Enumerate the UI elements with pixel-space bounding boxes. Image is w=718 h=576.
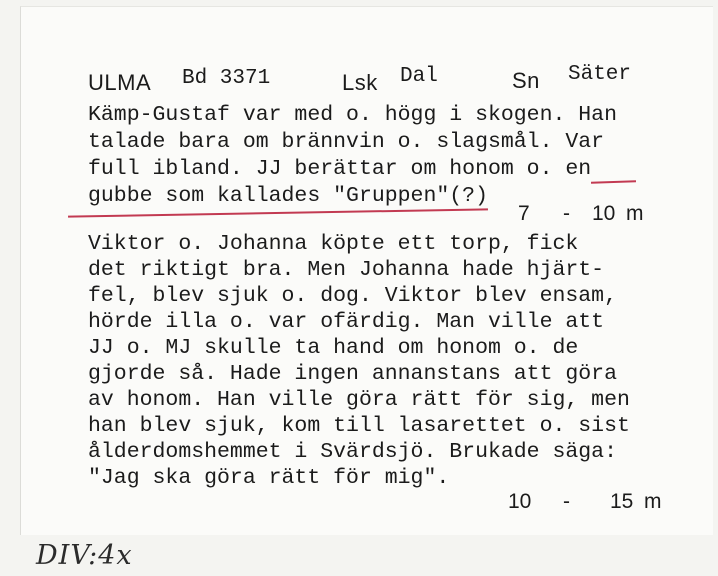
section1-line: full ibland. JJ berättar om honom o. en [88, 157, 592, 181]
range-dash: - [563, 490, 570, 513]
section2-line: av honom. Han ville göra rätt för sig, men [88, 388, 630, 412]
section2-line: det riktigt bra. Men Johanna hade hjärt- [88, 258, 605, 282]
range-from: 10 [508, 490, 532, 513]
range-dash: - [563, 202, 570, 225]
county-label: Lsk [342, 70, 378, 95]
section1-line: talade bara om brännvin o. slagsmål. Var [88, 130, 605, 154]
section2-line: JJ o. MJ skulle ta hand om honom o. de [88, 336, 579, 360]
range-unit: m [626, 202, 644, 225]
archive-value: Bd 3371 [182, 67, 271, 90]
range-to: 15 [610, 490, 634, 513]
county-value: Dal [400, 65, 438, 88]
section2-line: fel, blev sjuk o. dog. Viktor blev ensam, [88, 284, 617, 308]
section2-line: "Jag ska göra rätt för mig". [88, 466, 450, 490]
handwritten-signature: DIV:4x [36, 540, 133, 571]
range-from: 7 [518, 202, 530, 225]
range-unit: m [644, 490, 662, 513]
parish-label: Sn [512, 68, 540, 93]
parish-value: Säter [568, 63, 632, 86]
section2-line: Viktor o. Johanna köpte ett torp, fick [88, 232, 579, 256]
section2-line: hörde illa o. var ofärdig. Man ville att [88, 310, 605, 334]
section1-line: gubbe som kallades "Gruppen"(?) [88, 184, 488, 208]
section2-line: gjorde så. Hade ingen annanstans att göra [88, 362, 617, 386]
archive-label: ULMA [88, 70, 152, 95]
section2-line: han blev sjuk, kom till lasarettet o. sist [88, 414, 630, 438]
section2-line: ålderdomshemmet i Svärdsjö. Brukade säga: [88, 440, 617, 464]
section1-line: Kämp-Gustaf var med o. högg i skogen. Han [88, 103, 617, 127]
range-to: 10 [592, 202, 616, 225]
